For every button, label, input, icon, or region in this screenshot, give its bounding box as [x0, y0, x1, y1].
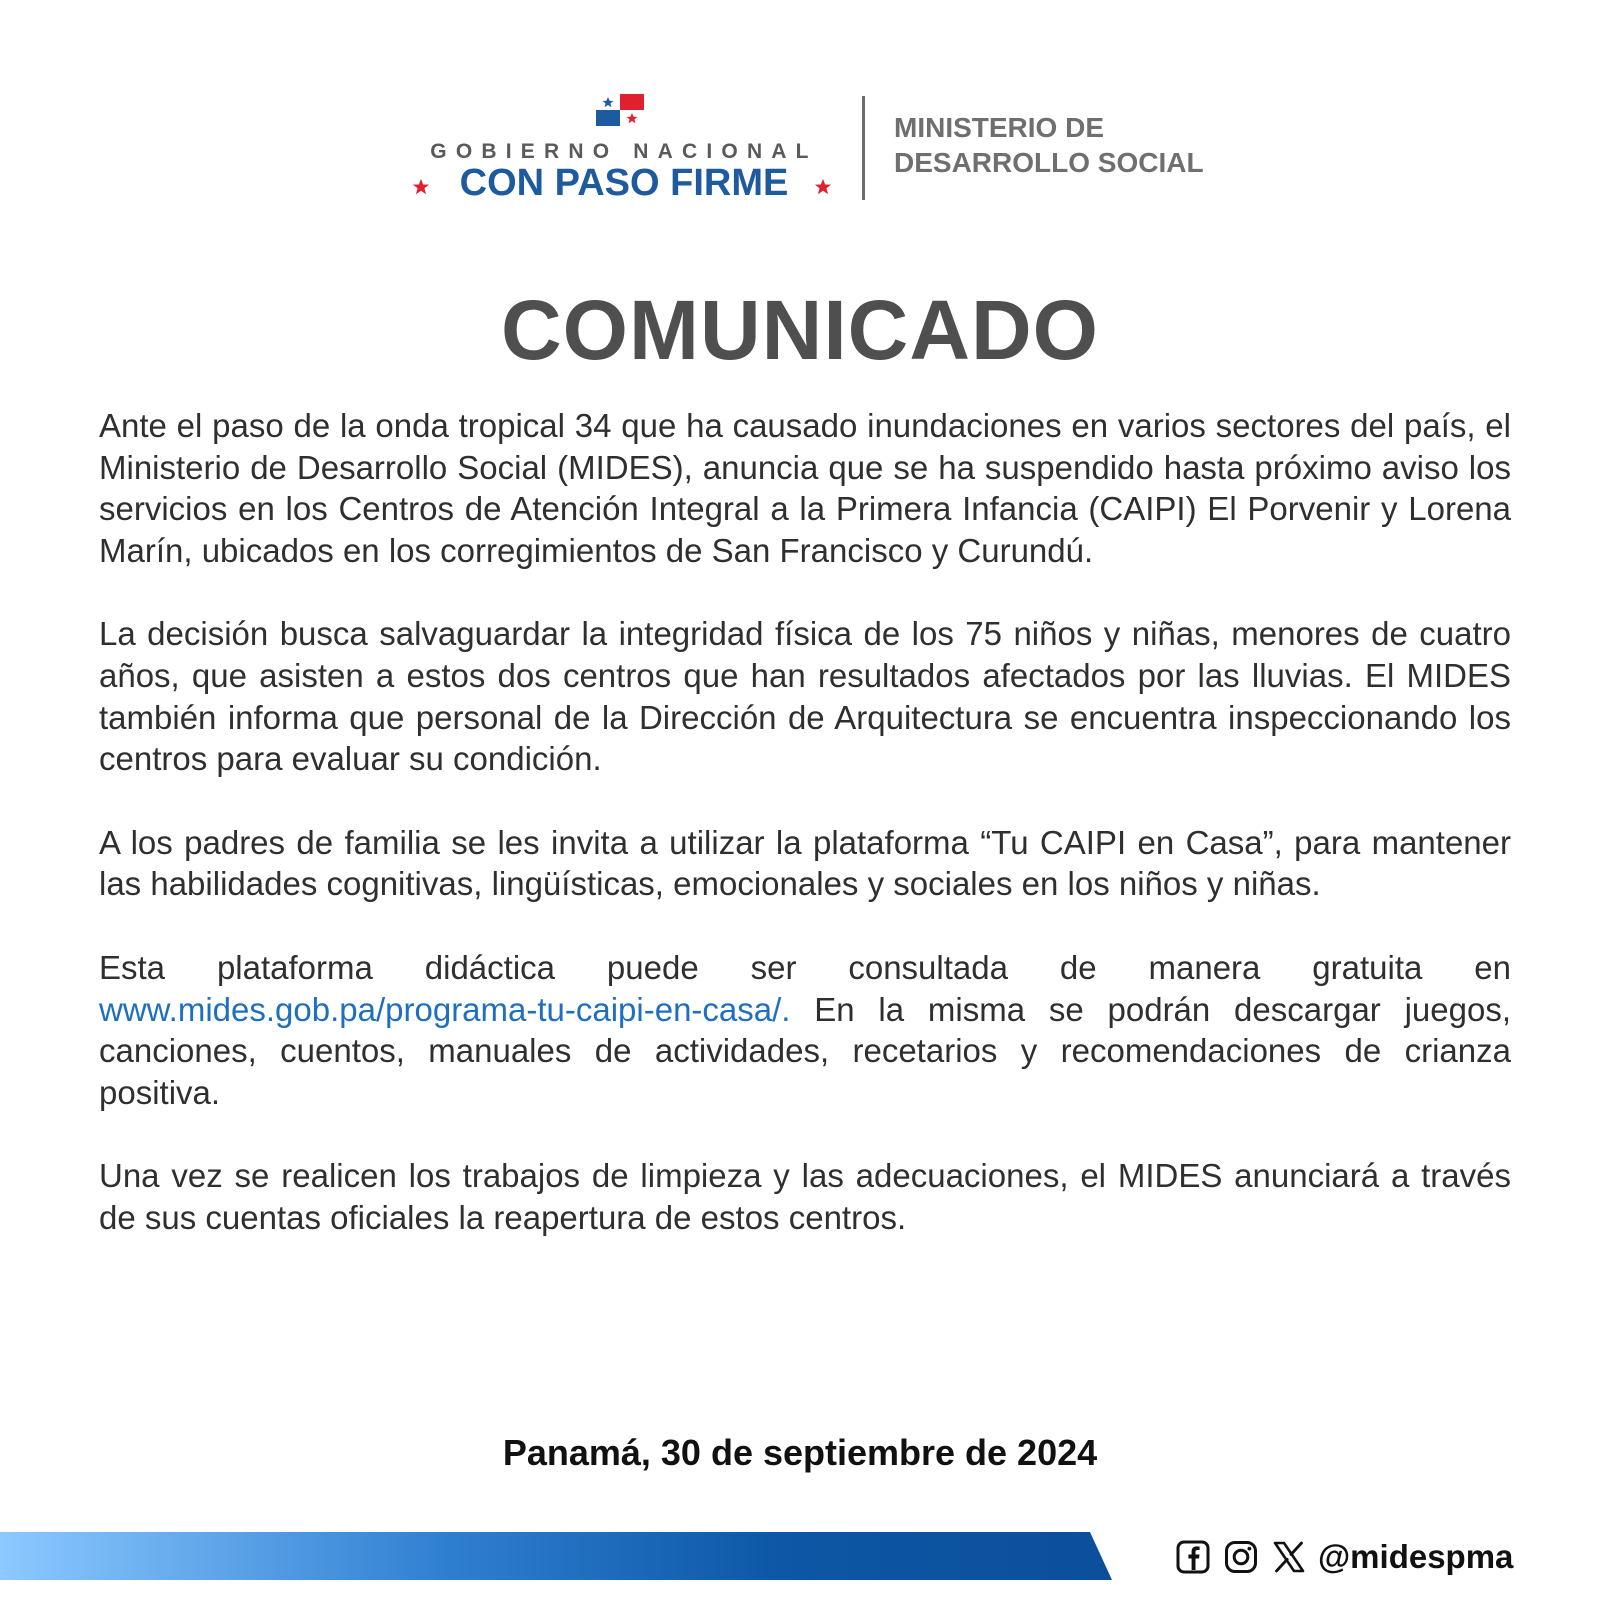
social-bar [1176, 1535, 1576, 1579]
facebook-icon[interactable] [1176, 1540, 1210, 1574]
government-line: GOBIERNO NACIONAL [430, 140, 818, 163]
ministry-line-1: MINISTERIO DE [894, 112, 1105, 143]
paragraph-4 [99, 947, 1511, 1113]
paragraph-2: La decisión busca salvaguardar la integridad física de los 75 niños y niñas, menores de cuatro años, que asisten a estos dos centros que han resultados afectados por las lluvias. El MIDES también informa que personal de la Dirección de Arquitectura se encuentra inspeccionando los centros para evaluar su condición. [99, 615, 1511, 778]
paragraph-5: Una vez se realicen los trabajos de limpieza y las adecuaciones, el MIDES anunciará a través de sus cuentas oficiales la reapertura de estos centros. [99, 1157, 1511, 1236]
ministry-line-2: DESARROLLO SOCIAL [894, 147, 1204, 178]
paragraph-1: Ante el paso de la onda tropical 34 que ha causado inundaciones en varios sectores del país, el Ministerio de Desarrollo Social (MIDES), anuncia que se ha suspendido hasta próximo aviso los servicios en los Centros de Atención Integral a la Primera Infancia (CAIPI) El Porvenir y Lorena Marín, ubicados en los corregimientos de San Francisco y Curundú. [99, 407, 1511, 569]
paragraph-3: A los padres de familia se les invita a utilizar la plataforma “Tu CAIPI en Casa”, para mantener las habilidades cognitivas, lingüísticas, emocionales y sociales en los niños y niñas. [99, 823, 1511, 903]
slogan: CON PASO FIRME [459, 162, 789, 204]
star-icon [814, 178, 832, 196]
page-title: COMUNICADO [501, 283, 1099, 377]
date-line: Panamá, 30 de septiembre de 2024 [502, 1432, 1098, 1473]
social-handle[interactable]: @midespma [1318, 1538, 1514, 1575]
caipi-platform-link[interactable]: www.mides.gob.pa/programa-tu-caipi-en-casa/. [99, 990, 791, 1028]
instagram-icon[interactable] [1224, 1540, 1258, 1574]
x-icon[interactable] [1272, 1540, 1306, 1574]
paragraph-4-text-after: En la misma se podrán descargar juegos, canciones, cuentos, manuales de actividades, recetarios y recomendaciones de crianza positiva. [99, 990, 1511, 1111]
statement-body [99, 405, 1511, 1281]
header-divider [862, 96, 865, 200]
ministry-name [894, 110, 1204, 180]
government-logo [404, 88, 844, 208]
footer-band [0, 1532, 1112, 1580]
panama-flag-icon [596, 94, 644, 126]
paragraph-4-text-before: Esta plataforma didáctica puede ser consultada de manera gratuita en [99, 948, 1511, 986]
header [0, 88, 1600, 208]
